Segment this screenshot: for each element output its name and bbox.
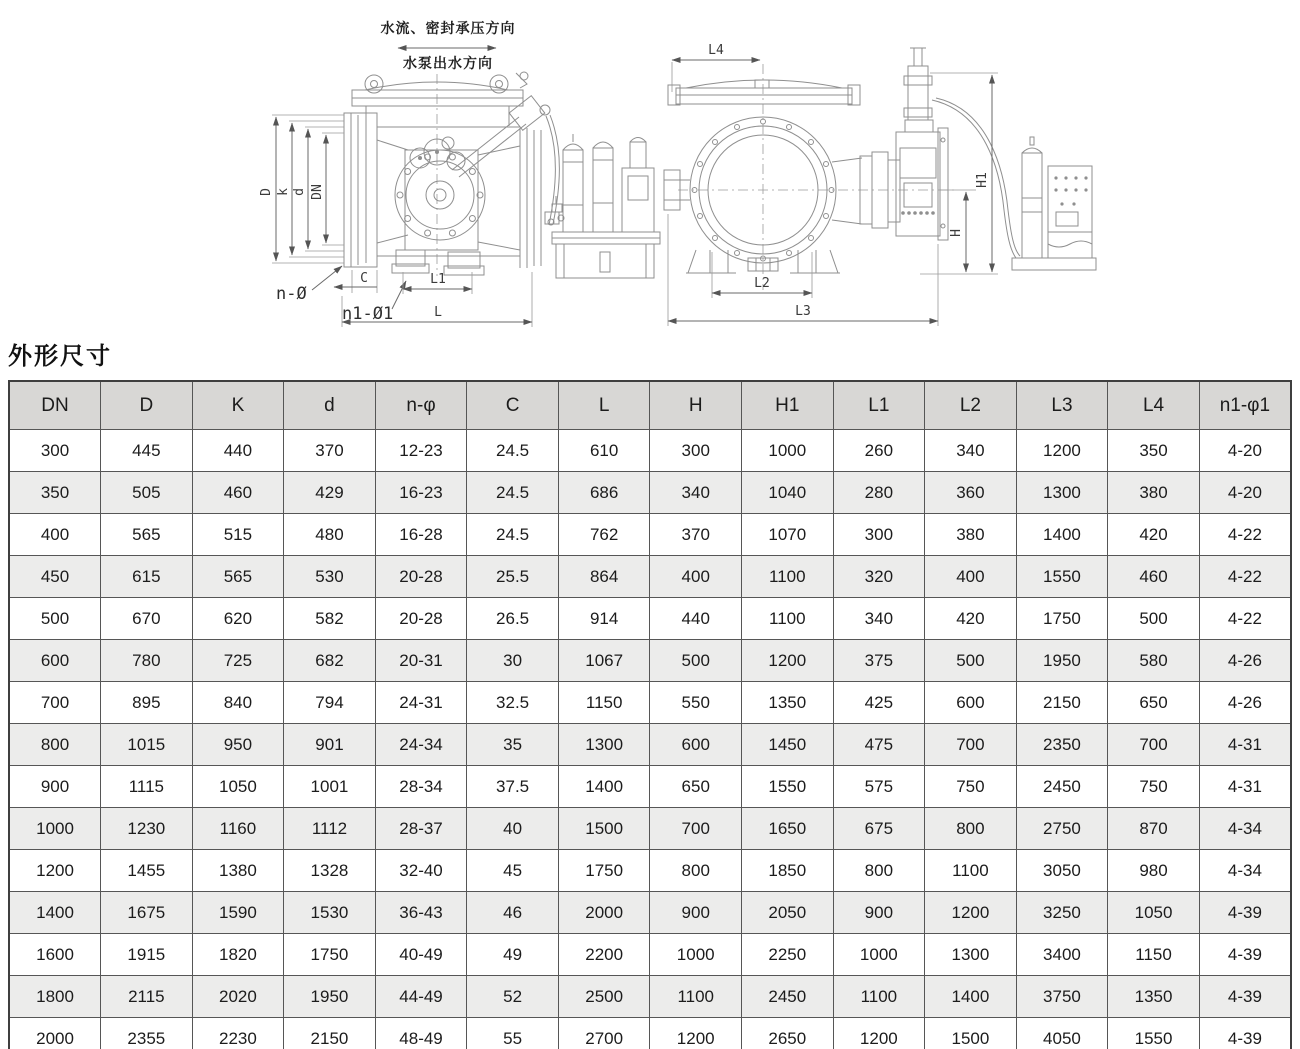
table-row: [9, 976, 1291, 1018]
column-header-n-φ: n-φ: [375, 381, 467, 430]
dimension-cell: 615: [101, 556, 193, 598]
dimension-cell: 340: [925, 430, 1017, 472]
dimension-cell: 1675: [101, 892, 193, 934]
dimension-cell: 350: [9, 472, 101, 514]
dimension-cell: 600: [650, 724, 742, 766]
dimensions-table: [8, 380, 1292, 1049]
pump-outlet-label: 水泵出水方向: [403, 55, 493, 71]
dimension-cell: 450: [9, 556, 101, 598]
dimension-cell: 420: [1108, 514, 1200, 556]
dimension-cell: 35: [467, 724, 559, 766]
dimension-cell: 24-34: [375, 724, 467, 766]
dimension-cell: 1300: [925, 934, 1017, 976]
dimension-cell: 4-31: [1199, 724, 1291, 766]
accumulator-unit: [1012, 137, 1096, 270]
dimension-cell: 2355: [101, 1018, 193, 1049]
dimension-cell: 1100: [925, 850, 1017, 892]
dimension-cell: 670: [101, 598, 193, 640]
dimension-cell: 675: [833, 808, 925, 850]
dimension-cell: 1328: [284, 850, 376, 892]
dimension-cell: 1350: [742, 682, 834, 724]
dimension-cell: 530: [284, 556, 376, 598]
valve-body: [377, 127, 541, 275]
dimension-cell: 2020: [192, 976, 284, 1018]
dimension-cell: 1050: [1108, 892, 1200, 934]
dimension-cell: 32.5: [467, 682, 559, 724]
top-cover: [668, 80, 860, 105]
table-row: [9, 430, 1291, 472]
dimension-cell: 1850: [742, 850, 834, 892]
dim-label-L1: L1: [430, 272, 446, 287]
dimension-cell: 565: [192, 556, 284, 598]
column-header-L: L: [558, 381, 650, 430]
dimension-cell: 500: [9, 598, 101, 640]
dim-label-DN: DN: [310, 184, 325, 200]
dimension-cell: 4-39: [1199, 1018, 1291, 1049]
dimension-cell: 1550: [742, 766, 834, 808]
dimension-cell: 350: [1108, 430, 1200, 472]
dimension-cell: 1000: [833, 934, 925, 976]
dimension-cell: 1950: [284, 976, 376, 1018]
dimension-cell: 794: [284, 682, 376, 724]
dimension-cell: 1400: [9, 892, 101, 934]
dim-label-k: k: [276, 188, 291, 196]
dimension-cell: 1050: [192, 766, 284, 808]
dimension-cell: 1200: [9, 850, 101, 892]
column-header-C: C: [467, 381, 559, 430]
dimension-cell: 2200: [558, 934, 650, 976]
dim-label-H1: H1: [975, 172, 990, 188]
dimension-cell: 2450: [742, 976, 834, 1018]
dim-label-L2: L2: [754, 276, 770, 291]
dimension-cell: 30: [467, 640, 559, 682]
dimension-cell: 3050: [1016, 850, 1108, 892]
technical-drawings: [0, 0, 1300, 334]
dimension-cell: 2115: [101, 976, 193, 1018]
dimension-cell: 460: [1108, 556, 1200, 598]
dimension-cell: 1300: [558, 724, 650, 766]
dim-label-L: L: [434, 305, 442, 320]
dimension-cell: 28-34: [375, 766, 467, 808]
dimension-cell: 914: [558, 598, 650, 640]
dimension-cell: 2050: [742, 892, 834, 934]
dimension-cell: 1950: [1016, 640, 1108, 682]
dim-label-L3: L3: [795, 304, 811, 319]
dimension-cell: 1400: [1016, 514, 1108, 556]
table-row: [9, 892, 1291, 934]
dimension-cell: 840: [192, 682, 284, 724]
dimension-cell: 1200: [1016, 430, 1108, 472]
dimension-cell: 1200: [650, 1018, 742, 1049]
dimension-cell: 620: [192, 598, 284, 640]
dimension-cell: 36-43: [375, 892, 467, 934]
dimension-cell: 1070: [742, 514, 834, 556]
dim-label-d: d: [292, 188, 307, 196]
dimension-cell: 700: [9, 682, 101, 724]
dimension-cell: 3400: [1016, 934, 1108, 976]
dimension-cell: 575: [833, 766, 925, 808]
dimension-cell: 700: [650, 808, 742, 850]
inlet-flange: [344, 113, 377, 267]
dimension-cell: 650: [1108, 682, 1200, 724]
dimension-cell: 1200: [925, 892, 1017, 934]
dimension-cell: 1550: [1108, 1018, 1200, 1049]
column-header-H: H: [650, 381, 742, 430]
dimension-cell: 52: [467, 976, 559, 1018]
table-row: [9, 808, 1291, 850]
dimension-cell: 300: [833, 514, 925, 556]
dimension-cell: 37.5: [467, 766, 559, 808]
dimension-cell: 800: [925, 808, 1017, 850]
column-header-K: K: [192, 381, 284, 430]
hydraulic-station: [545, 134, 660, 278]
dimension-cell: 1100: [833, 976, 925, 1018]
dimension-cell: 1400: [558, 766, 650, 808]
dimension-cell: 340: [650, 472, 742, 514]
dim-label-D: D: [259, 188, 274, 196]
dimension-cell: 2350: [1016, 724, 1108, 766]
valve-flange-front: [664, 117, 836, 263]
dimension-cell: 682: [284, 640, 376, 682]
dimension-cell: 280: [833, 472, 925, 514]
dimension-cell: 370: [284, 430, 376, 472]
dimension-cell: 1650: [742, 808, 834, 850]
dimension-cell: 1400: [925, 976, 1017, 1018]
dimension-cell: 1455: [101, 850, 193, 892]
dimension-cell: 500: [925, 640, 1017, 682]
dimension-cell: 20-28: [375, 556, 467, 598]
table-row: [9, 598, 1291, 640]
dimension-cell: 300: [650, 430, 742, 472]
dimension-cell: 1800: [9, 976, 101, 1018]
lifting-beam: [352, 72, 528, 126]
valve-drawings-svg: [0, 0, 1300, 334]
dimension-cell: 1100: [650, 976, 742, 1018]
table-row: [9, 1018, 1291, 1049]
bottom-dimensions: [276, 266, 532, 327]
dimension-cell: 4050: [1016, 1018, 1108, 1049]
dimension-cell: 1160: [192, 808, 284, 850]
dimension-cell: 40-49: [375, 934, 467, 976]
dimension-cell: 260: [833, 430, 925, 472]
column-header-L4: L4: [1108, 381, 1200, 430]
dimension-cell: 650: [650, 766, 742, 808]
dimension-cell: 24.5: [467, 514, 559, 556]
dimension-cell: 425: [833, 682, 925, 724]
dimension-cell: 4-31: [1199, 766, 1291, 808]
right-drawing-front-view: [664, 43, 1096, 326]
dimension-cell: 1040: [742, 472, 834, 514]
dimension-cell: 1450: [742, 724, 834, 766]
dimension-cell: 4-20: [1199, 472, 1291, 514]
dimension-cell: 429: [284, 472, 376, 514]
dimension-cell: 380: [925, 514, 1017, 556]
dimension-cell: 55: [467, 1018, 559, 1049]
table-row: [9, 850, 1291, 892]
dimension-cell: 440: [650, 598, 742, 640]
dimension-cell: 950: [192, 724, 284, 766]
dimension-cell: 1000: [9, 808, 101, 850]
dimension-cell: 900: [650, 892, 742, 934]
dimension-cell: 1500: [558, 808, 650, 850]
dimension-cell: 901: [284, 724, 376, 766]
dimension-cell: 725: [192, 640, 284, 682]
dimension-cell: 2450: [1016, 766, 1108, 808]
dimension-cell: 360: [925, 472, 1017, 514]
dimension-cell: 2150: [1016, 682, 1108, 724]
dimension-cell: 46: [467, 892, 559, 934]
dimension-cell: 1500: [925, 1018, 1017, 1049]
dimension-cell: 4-39: [1199, 934, 1291, 976]
width-dimensions: [668, 214, 938, 326]
dimension-cell: 375: [833, 640, 925, 682]
dimension-cell: 762: [558, 514, 650, 556]
dimension-cell: 505: [101, 472, 193, 514]
dimension-cell: 400: [9, 514, 101, 556]
dimension-cell: 1750: [1016, 598, 1108, 640]
dimension-cell: 49: [467, 934, 559, 976]
dimension-cell: 1530: [284, 892, 376, 934]
dimension-cell: 1100: [742, 556, 834, 598]
dimension-cell: 12-23: [375, 430, 467, 472]
dimension-cell: 24-31: [375, 682, 467, 724]
dim-label-C: C: [360, 271, 368, 286]
dimension-cell: 1550: [1016, 556, 1108, 598]
dimension-cell: 900: [9, 766, 101, 808]
table-row: [9, 472, 1291, 514]
dimension-cell: 864: [558, 556, 650, 598]
dimension-cell: 2150: [284, 1018, 376, 1049]
column-header-d: d: [284, 381, 376, 430]
dimension-cell: 1600: [9, 934, 101, 976]
column-header-n1-φ1: n1-φ1: [1199, 381, 1291, 430]
actuator-mechanism: [395, 137, 485, 240]
dim-label-H: H: [949, 229, 964, 237]
dimension-cell: 300: [9, 430, 101, 472]
dimension-cell: 4-26: [1199, 640, 1291, 682]
table-row: [9, 514, 1291, 556]
dimension-cell: 16-23: [375, 472, 467, 514]
dimension-cell: 1750: [284, 934, 376, 976]
dimension-cell: 565: [101, 514, 193, 556]
dimension-cell: 2700: [558, 1018, 650, 1049]
dimension-cell: 1200: [742, 640, 834, 682]
dimension-cell: 400: [925, 556, 1017, 598]
dimension-cell: 4-39: [1199, 976, 1291, 1018]
dimension-cell: 400: [650, 556, 742, 598]
dimension-cell: 500: [650, 640, 742, 682]
table-row: [9, 640, 1291, 682]
dimension-cell: 550: [650, 682, 742, 724]
dimension-cell: 24.5: [467, 472, 559, 514]
dimension-cell: 600: [9, 640, 101, 682]
table-row: [9, 682, 1291, 724]
dimension-cell: 26.5: [467, 598, 559, 640]
dimension-cell: 48-49: [375, 1018, 467, 1049]
dimension-cell: 2500: [558, 976, 650, 1018]
dimension-cell: 1300: [1016, 472, 1108, 514]
dimension-cell: 4-22: [1199, 556, 1291, 598]
dimension-cell: 580: [1108, 640, 1200, 682]
dimension-cell: 500: [1108, 598, 1200, 640]
dimension-cell: 1150: [558, 682, 650, 724]
column-header-L2: L2: [925, 381, 1017, 430]
flow-direction-label: 水流、密封承压方向: [380, 20, 516, 36]
column-header-D: D: [101, 381, 193, 430]
dimension-cell: 1350: [1108, 976, 1200, 1018]
dimension-cell: 4-39: [1199, 892, 1291, 934]
dimension-cell: 610: [558, 430, 650, 472]
dimension-cell: 2750: [1016, 808, 1108, 850]
dimension-cell: 1100: [742, 598, 834, 640]
dim-label-L4: L4: [708, 43, 724, 58]
dimension-cell: 1067: [558, 640, 650, 682]
dimension-cell: 1820: [192, 934, 284, 976]
dimension-cell: 4-34: [1199, 808, 1291, 850]
dimension-cell: 800: [9, 724, 101, 766]
dimension-cell: 1750: [558, 850, 650, 892]
table-row: [9, 766, 1291, 808]
dimension-cell: 1200: [833, 1018, 925, 1049]
table-header-row: [9, 381, 1291, 430]
dimension-cell: 380: [1108, 472, 1200, 514]
dimension-cell: 480: [284, 514, 376, 556]
dimension-cell: 40: [467, 808, 559, 850]
dimension-cell: 20-28: [375, 598, 467, 640]
dimension-cell: 582: [284, 598, 376, 640]
dimension-cell: 980: [1108, 850, 1200, 892]
table-row: [9, 724, 1291, 766]
dimension-cell: 600: [925, 682, 1017, 724]
dimension-cell: 1380: [192, 850, 284, 892]
dimension-cell: 800: [650, 850, 742, 892]
dimension-cell: 1150: [1108, 934, 1200, 976]
section-title: 外形尺寸: [8, 343, 112, 370]
dimension-cell: 870: [1108, 808, 1200, 850]
dimension-cell: 44-49: [375, 976, 467, 1018]
dimension-cell: 32-40: [375, 850, 467, 892]
dimension-cell: 1115: [101, 766, 193, 808]
table-row: [9, 934, 1291, 976]
dimension-cell: 320: [833, 556, 925, 598]
dimension-cell: 1000: [650, 934, 742, 976]
dimension-cell: 4-22: [1199, 514, 1291, 556]
dimension-cell: 460: [192, 472, 284, 514]
dimension-cell: 3750: [1016, 976, 1108, 1018]
table-row: [9, 556, 1291, 598]
dimension-cell: 16-28: [375, 514, 467, 556]
dimension-cell: 1915: [101, 934, 193, 976]
dimension-cell: 420: [925, 598, 1017, 640]
dimension-cell: 28-37: [375, 808, 467, 850]
left-dimensions: [259, 115, 344, 263]
dimension-cell: 1590: [192, 892, 284, 934]
dimension-cell: 45: [467, 850, 559, 892]
dimension-cell: 4-26: [1199, 682, 1291, 724]
dimension-cell: 4-22: [1199, 598, 1291, 640]
dimension-cell: 340: [833, 598, 925, 640]
dimension-cell: 2250: [742, 934, 834, 976]
left-drawing-side-view: [259, 20, 660, 327]
dimension-cell: 445: [101, 430, 193, 472]
dimension-cell: 515: [192, 514, 284, 556]
dim-label-n1-holes: n1-Ø1: [342, 304, 394, 324]
dim-label-n-holes: n-Ø: [276, 284, 307, 304]
dimension-cell: 686: [558, 472, 650, 514]
dimension-cell: 440: [192, 430, 284, 472]
dimension-cell: 4-20: [1199, 430, 1291, 472]
dimension-cell: 780: [101, 640, 193, 682]
dimension-cell: 1000: [742, 430, 834, 472]
dimension-cell: 750: [925, 766, 1017, 808]
column-header-H1: H1: [742, 381, 834, 430]
dimension-cell: 20-31: [375, 640, 467, 682]
dimension-cell: 4-34: [1199, 850, 1291, 892]
dimension-cell: 2650: [742, 1018, 834, 1049]
dimension-cell: 1112: [284, 808, 376, 850]
dimension-cell: 2230: [192, 1018, 284, 1049]
column-header-L3: L3: [1016, 381, 1108, 430]
dimension-cell: 700: [1108, 724, 1200, 766]
dimension-cell: 475: [833, 724, 925, 766]
dimension-cell: 700: [925, 724, 1017, 766]
dimension-cell: 2000: [558, 892, 650, 934]
dimension-cell: 900: [833, 892, 925, 934]
dimension-cell: 1015: [101, 724, 193, 766]
dimension-cell: 24.5: [467, 430, 559, 472]
dimension-cell: 25.5: [467, 556, 559, 598]
height-dimensions: [920, 73, 998, 274]
dimension-cell: 800: [833, 850, 925, 892]
dimension-cell: 3250: [1016, 892, 1108, 934]
column-header-L1: L1: [833, 381, 925, 430]
column-header-DN: DN: [9, 381, 101, 430]
dimension-cell: 370: [650, 514, 742, 556]
dimension-cell: 1230: [101, 808, 193, 850]
dimension-cell: 2000: [9, 1018, 101, 1049]
dimension-cell: 750: [1108, 766, 1200, 808]
dimension-cell: 1001: [284, 766, 376, 808]
dimension-cell: 895: [101, 682, 193, 724]
